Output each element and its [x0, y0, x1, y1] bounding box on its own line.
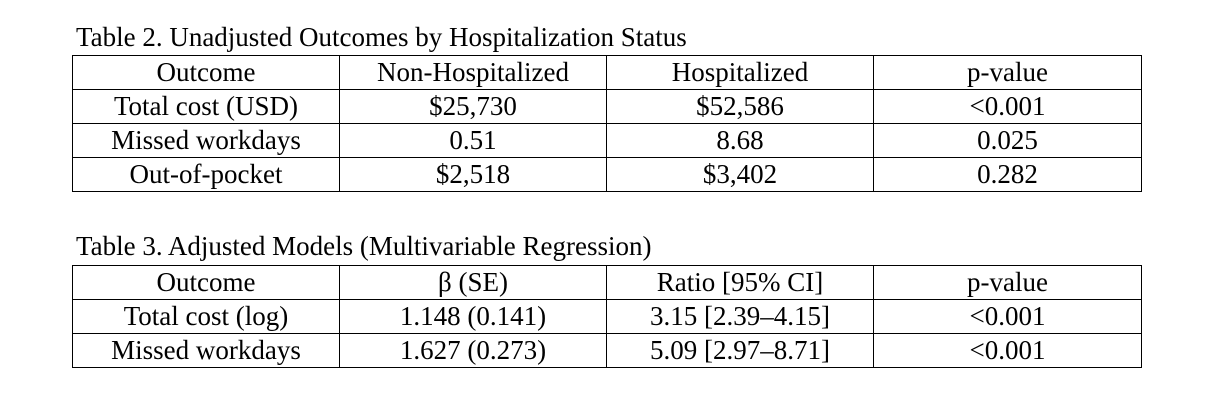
table-cell: 8.68: [607, 124, 874, 158]
table-3-adjusted-models: [72, 265, 1142, 368]
table-cell: $2,518: [340, 158, 607, 192]
table-cell: 1.148 (0.141): [340, 300, 607, 334]
table-cell: 0.282: [874, 158, 1142, 192]
header-cell-beta-se: β (SE): [340, 266, 607, 300]
table-cell: 1.627 (0.273): [340, 334, 607, 368]
table-cell: $25,730: [340, 90, 607, 124]
table-cell: 0.025: [874, 124, 1142, 158]
table-row: [73, 158, 1142, 192]
table-cell: <0.001: [874, 334, 1142, 368]
table-2-caption: Table 2. Unadjusted Outcomes by Hospitalization Status: [76, 22, 687, 52]
table-row: [73, 124, 1142, 158]
row-label-cell: Missed workdays: [73, 334, 340, 368]
row-label-cell: Total cost (USD): [73, 90, 340, 124]
row-label-cell: Total cost (log): [73, 300, 340, 334]
header-cell-p-value: p-value: [874, 266, 1142, 300]
table-row: [73, 300, 1142, 334]
table-cell: 5.09 [2.97–8.71]: [607, 334, 874, 368]
table-header-row: [73, 56, 1142, 90]
table-cell: $52,586: [607, 90, 874, 124]
table-row: [73, 90, 1142, 124]
header-cell-hospitalized: Hospitalized: [607, 56, 874, 90]
row-label-cell: Missed workdays: [73, 124, 340, 158]
table-3-caption: Table 3. Adjusted Models (Multivariable Regression): [76, 231, 652, 261]
table-cell: 3.15 [2.39–4.15]: [607, 300, 874, 334]
table-cell: <0.001: [874, 300, 1142, 334]
table-cell: $3,402: [607, 158, 874, 192]
table-cell: <0.001: [874, 90, 1142, 124]
header-cell-non-hospitalized: Non-Hospitalized: [340, 56, 607, 90]
table-header-row: [73, 266, 1142, 300]
header-cell-p-value: p-value: [874, 56, 1142, 90]
table-cell: 0.51: [340, 124, 607, 158]
table-row: [73, 334, 1142, 368]
header-cell-ratio-ci: Ratio [95% CI]: [607, 266, 874, 300]
header-cell-outcome: Outcome: [73, 56, 340, 90]
header-cell-outcome: Outcome: [73, 266, 340, 300]
table-2-unadjusted-outcomes: [72, 55, 1142, 192]
row-label-cell: Out-of-pocket: [73, 158, 340, 192]
